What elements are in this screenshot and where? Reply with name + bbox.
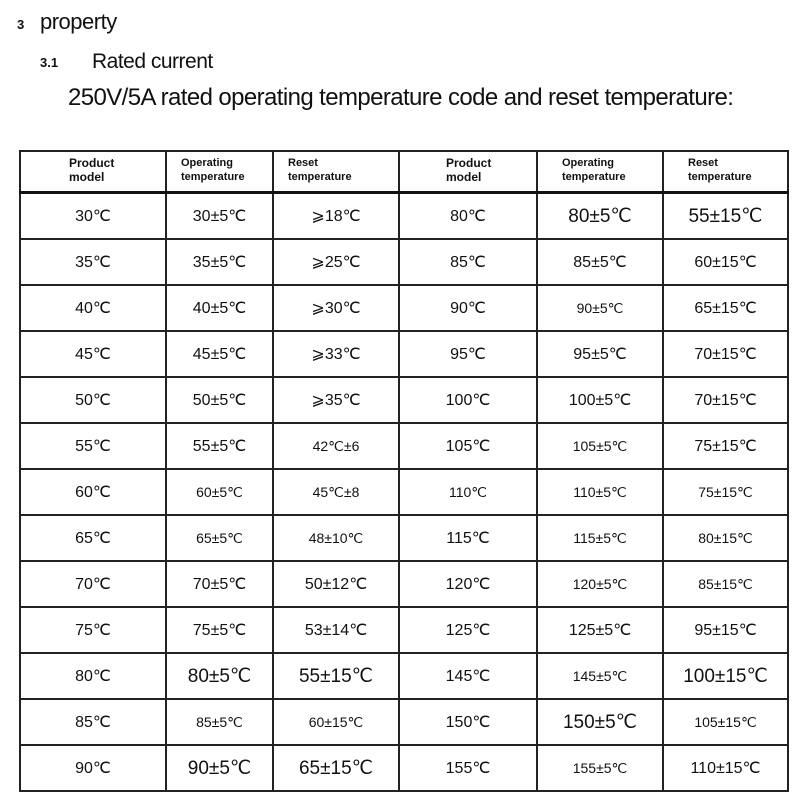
cell-reset-temperature: 60±15℃ [273,699,399,745]
cell-product-model: 90℃ [20,745,166,791]
cell-product-model-2: 80℃ [399,193,537,240]
cell-operating-temperature-2: 125±5℃ [537,607,663,653]
cell-product-model: 50℃ [20,377,166,423]
cell-product-model-2: 90℃ [399,285,537,331]
cell-operating-temperature: 85±5℃ [166,699,273,745]
cell-operating-temperature-2: 120±5℃ [537,561,663,607]
cell-reset-temperature: 45℃±8 [273,469,399,515]
table-header-row [20,151,788,193]
cell-operating-temperature-2: 85±5℃ [537,239,663,285]
cell-reset-temperature-2: 75±15℃ [663,423,788,469]
table-row [20,193,788,240]
cell-product-model: 70℃ [20,561,166,607]
cell-reset-temperature-2: 75±15℃ [663,469,788,515]
cell-operating-temperature: 35±5℃ [166,239,273,285]
cell-reset-temperature: ⩾25℃ [273,239,399,285]
cell-reset-temperature: ⩾18℃ [273,193,399,240]
cell-reset-temperature-2: 60±15℃ [663,239,788,285]
cell-operating-temperature: 55±5℃ [166,423,273,469]
table-caption: 250V/5A rated operating temperature code and reset temperature: [68,84,734,111]
cell-operating-temperature-2: 80±5℃ [537,193,663,240]
cell-product-model-2: 145℃ [399,653,537,699]
cell-operating-temperature-2: 150±5℃ [537,699,663,745]
header-operating-temperature-2: Operating temperature [537,151,663,193]
cell-reset-temperature: 48±10℃ [273,515,399,561]
cell-reset-temperature-2: 70±15℃ [663,331,788,377]
cell-product-model-2: 100℃ [399,377,537,423]
table-row [20,331,788,377]
cell-operating-temperature-2: 95±5℃ [537,331,663,377]
cell-product-model: 75℃ [20,607,166,653]
cell-product-model-2: 155℃ [399,745,537,791]
cell-reset-temperature-2: 70±15℃ [663,377,788,423]
cell-reset-temperature: 65±15℃ [273,745,399,791]
table-row [20,239,788,285]
table-row [20,607,788,653]
cell-operating-temperature: 50±5℃ [166,377,273,423]
table-row [20,561,788,607]
cell-reset-temperature-2: 105±15℃ [663,699,788,745]
cell-reset-temperature: 42℃±6 [273,423,399,469]
table-row [20,699,788,745]
header-reset-temperature: Reset temperature [273,151,399,193]
subsection-title: Rated current [92,50,213,73]
cell-product-model: 35℃ [20,239,166,285]
table-row [20,377,788,423]
cell-operating-temperature-2: 115±5℃ [537,515,663,561]
cell-operating-temperature: 75±5℃ [166,607,273,653]
header-product-model-2: Product model [399,151,537,193]
cell-reset-temperature-2: 65±15℃ [663,285,788,331]
cell-reset-temperature: 55±15℃ [273,653,399,699]
cell-operating-temperature-2: 105±5℃ [537,423,663,469]
cell-reset-temperature: ⩾35℃ [273,377,399,423]
cell-product-model: 85℃ [20,699,166,745]
cell-product-model: 65℃ [20,515,166,561]
table-row [20,515,788,561]
cell-operating-temperature: 65±5℃ [166,515,273,561]
cell-reset-temperature-2: 100±15℃ [663,653,788,699]
cell-product-model: 30℃ [20,193,166,240]
cell-product-model: 60℃ [20,469,166,515]
cell-product-model-2: 95℃ [399,331,537,377]
section-number: 3 [17,17,25,32]
cell-operating-temperature: 90±5℃ [166,745,273,791]
cell-operating-temperature: 45±5℃ [166,331,273,377]
cell-product-model: 40℃ [20,285,166,331]
cell-reset-temperature: ⩾33℃ [273,331,399,377]
header-operating-temperature: Operating temperature [166,151,273,193]
cell-product-model: 55℃ [20,423,166,469]
cell-product-model-2: 110℃ [399,469,537,515]
cell-product-model-2: 115℃ [399,515,537,561]
header-reset-temperature-2: Reset temperature [663,151,788,193]
cell-operating-temperature-2: 90±5℃ [537,285,663,331]
cell-reset-temperature: ⩾30℃ [273,285,399,331]
table-row [20,423,788,469]
cell-product-model-2: 125℃ [399,607,537,653]
cell-reset-temperature-2: 85±15℃ [663,561,788,607]
cell-operating-temperature: 80±5℃ [166,653,273,699]
cell-operating-temperature: 70±5℃ [166,561,273,607]
cell-product-model: 80℃ [20,653,166,699]
header-product-model: Product model [20,151,166,193]
cell-product-model-2: 85℃ [399,239,537,285]
cell-reset-temperature-2: 55±15℃ [663,193,788,240]
table-row [20,745,788,791]
table-row [20,653,788,699]
cell-operating-temperature-2: 100±5℃ [537,377,663,423]
cell-operating-temperature: 60±5℃ [166,469,273,515]
cell-reset-temperature-2: 95±15℃ [663,607,788,653]
section-title: property [40,9,117,34]
cell-product-model-2: 105℃ [399,423,537,469]
table-row [20,469,788,515]
cell-product-model-2: 120℃ [399,561,537,607]
cell-product-model-2: 150℃ [399,699,537,745]
cell-reset-temperature-2: 110±15℃ [663,745,788,791]
cell-operating-temperature: 40±5℃ [166,285,273,331]
cell-product-model: 45℃ [20,331,166,377]
cell-operating-temperature-2: 155±5℃ [537,745,663,791]
cell-reset-temperature: 50±12℃ [273,561,399,607]
subsection-number: 3.1 [40,55,59,70]
cell-operating-temperature-2: 145±5℃ [537,653,663,699]
table-row [20,285,788,331]
temperature-spec-table [19,150,789,792]
cell-operating-temperature: 30±5℃ [166,193,273,240]
cell-reset-temperature: 53±14℃ [273,607,399,653]
cell-operating-temperature-2: 110±5℃ [537,469,663,515]
cell-reset-temperature-2: 80±15℃ [663,515,788,561]
